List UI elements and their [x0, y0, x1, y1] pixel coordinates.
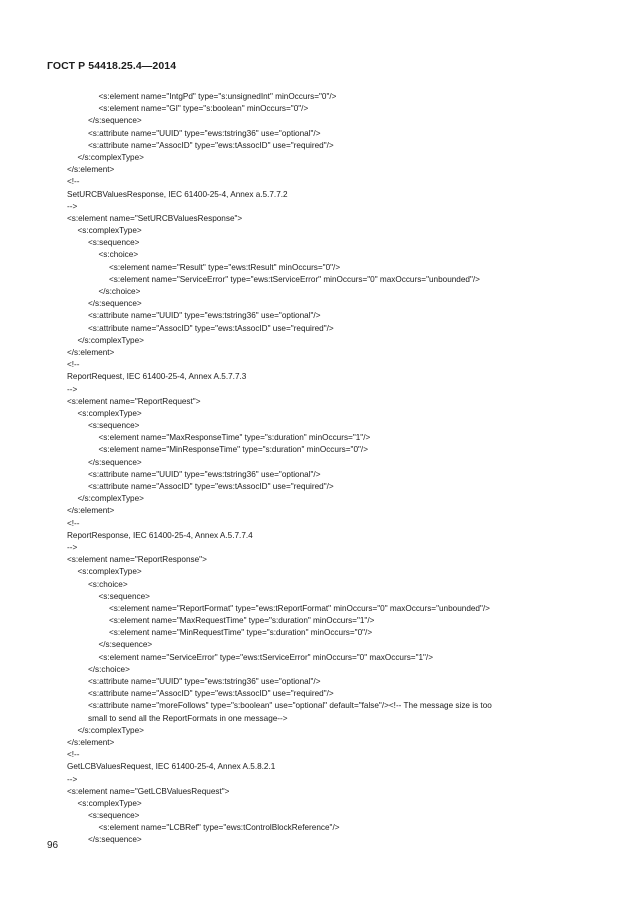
code-line: </s:complexType>: [77, 725, 144, 735]
code-line: <s:choice>: [88, 579, 128, 589]
code-line: GetLCBValuesRequest, IEC 61400-25-4, Annex A.5.8.2.1: [67, 762, 276, 772]
code-line: </s:complexType>: [77, 494, 144, 504]
code-line: <s:element name="MaxResponseTime" type="s:duration" minOccurs="1"/>: [98, 433, 371, 443]
code-line: </s:choice>: [98, 287, 141, 296]
code-line: <s:attribute name="AssocID" type="ews:tAssocID" use="required"/>: [88, 323, 334, 333]
code-line: <s:element name="MinResponseTime" type="s:duration" minOccurs="0"/>: [98, 445, 368, 455]
code-line: <s:attribute name="AssocID" type="ews:tAssocID" use="required"/>: [88, 689, 334, 699]
code-line: <s:element name="LCBRef" type="ews:tControlBlockReference"/>: [98, 823, 340, 833]
code-line: <s:attribute name="AssocID" type="ews:tAssocID" use="required"/>: [88, 482, 334, 491]
code-line: <s:sequence>: [88, 811, 140, 821]
code-line: <s:element name="IntgPd" type="s:unsignedInt" minOccurs="0"/>: [98, 92, 337, 101]
code-line: SetURCBValuesResponse, IEC 61400-25-4, Annex a.5.7.7.2: [67, 189, 288, 199]
code-line: </s:element>: [67, 347, 115, 357]
code-line: -->: [67, 384, 78, 394]
code-line: <s:sequence>: [88, 238, 140, 248]
code-line: </s:sequence>: [88, 116, 142, 126]
code-line: <!--: [67, 177, 80, 187]
code-line: <s:element name="MaxRequestTime" type="s:duration" minOccurs="1"/>: [109, 616, 375, 626]
code-line: <s:complexType>: [77, 408, 142, 418]
code-line: <s:attribute name="AssocID" type="ews:tAssocID" use="required"/>: [88, 140, 334, 150]
code-line: <s:element name="GI" type="s:boolean" minOccurs="0"/>: [98, 104, 309, 114]
code-line: </s:complexType>: [77, 152, 144, 162]
code-line: small to send all the ReportFormats in one message-->: [88, 713, 288, 723]
code-line: </s:choice>: [88, 664, 130, 674]
code-line: <!--: [67, 518, 80, 528]
code-line: <s:attribute name="UUID" type="ews:tstring36" use="optional"/>: [88, 677, 321, 686]
code-line: <s:sequence>: [98, 591, 150, 601]
code-line: <!--: [67, 360, 80, 370]
code-line: <s:element name="MinRequestTime" type="s:duration" minOccurs="0"/>: [109, 628, 373, 638]
code-line: </s:element>: [67, 165, 115, 175]
code-line: </s:complexType>: [77, 335, 144, 345]
code-line: <s:attribute name="UUID" type="ews:tstring36" use="optional"/>: [88, 311, 321, 321]
code-line: -->: [67, 542, 78, 552]
code-line: ReportResponse, IEC 61400-25-4, Annex A.5.7.7.4: [67, 530, 253, 540]
code-line: </s:sequence>: [98, 640, 153, 650]
code-line: <s:element name="ReportFormat" type="ews:tReportFormat" minOccurs="0" maxOccurs="unbounded"/>: [109, 603, 490, 613]
xml-code-block: [46, 91, 586, 847]
code-line: <s:element name="ServiceError" type="ews:tServiceError" minOccurs="0" maxOccurs="unbounded"/>: [109, 274, 480, 284]
code-line: ReportRequest, IEC 61400-25-4, Annex A.5.7.7.3: [67, 372, 247, 382]
code-line: </s:sequence>: [88, 299, 142, 309]
code-line: -->: [67, 201, 78, 211]
code-line: <s:element name="GetLCBValuesRequest">: [67, 786, 230, 796]
page-header: ГОСТ Р 54418.25.4—2014: [47, 60, 177, 72]
code-line: <s:element name="SetURCBValuesResponse">: [67, 213, 243, 223]
code-line: <s:element name="ReportRequest">: [67, 396, 201, 406]
code-line: </s:element>: [67, 737, 115, 747]
code-line: </s:element>: [67, 506, 115, 516]
code-line: <s:sequence>: [88, 421, 140, 431]
code-line: <s:element name="ReportResponse">: [67, 555, 207, 565]
code-line: -->: [67, 774, 78, 784]
code-line: <s:complexType>: [77, 226, 142, 236]
code-line: <s:element name="Result" type="ews:tResult" minOccurs="0"/>: [109, 262, 341, 272]
code-line: <!--: [67, 750, 80, 760]
code-line: </s:sequence>: [88, 835, 142, 845]
code-line: <s:choice>: [98, 250, 139, 260]
code-line: <s:attribute name="UUID" type="ews:tstring36" use="optional"/>: [88, 128, 321, 138]
code-line: </s:sequence>: [88, 457, 142, 467]
code-line: <s:attribute name="moreFollows" type="s:boolean" use="optional" default="false"/><!-- The message size is too: [88, 701, 492, 711]
code-line: <s:element name="ServiceError" type="ews:tServiceError" minOccurs="0" maxOccurs="1"/>: [98, 652, 433, 662]
code-line: <s:complexType>: [77, 567, 142, 577]
page-number: 96: [47, 840, 59, 851]
code-line: <s:complexType>: [77, 798, 142, 808]
code-line: <s:attribute name="UUID" type="ews:tstring36" use="optional"/>: [88, 469, 321, 479]
